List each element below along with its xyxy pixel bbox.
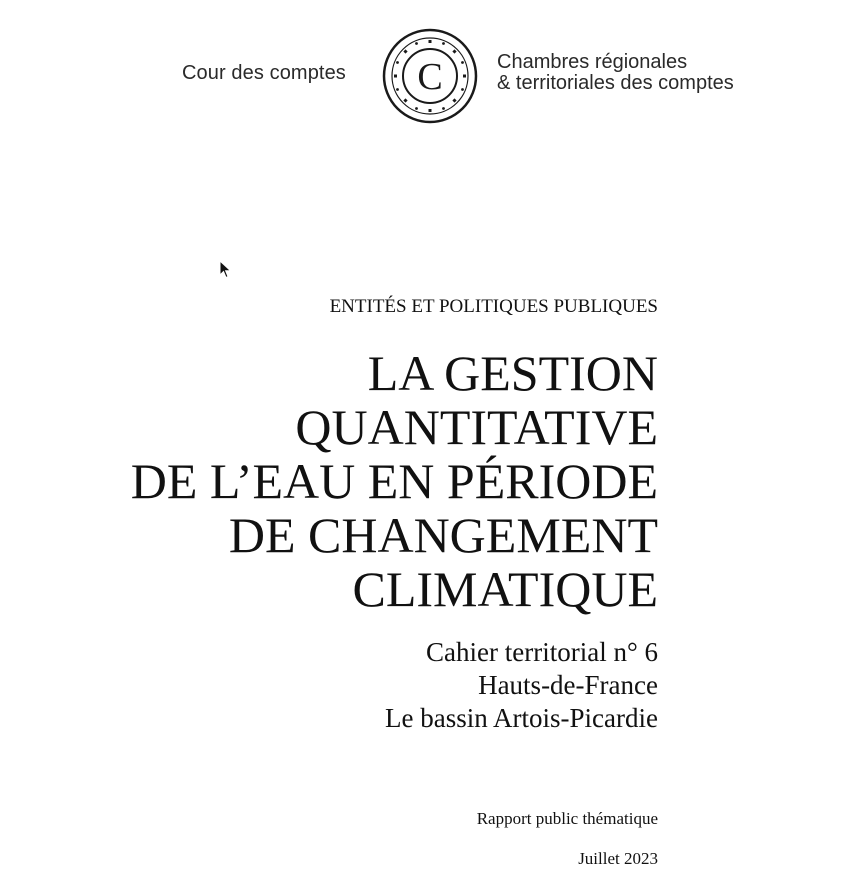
mouse-pointer-icon: [219, 260, 233, 280]
org-right-line1: Chambres régionales: [497, 51, 688, 73]
subtitle-line: Hauts-de-France: [478, 670, 658, 700]
report-subtitle: [38, 636, 658, 735]
chambres-regionales-label: [497, 52, 734, 94]
subtitle-line: Le bassin Artois-Picardie: [385, 703, 658, 733]
report-type: Rapport public thématique: [476, 809, 658, 828]
report-title: [38, 346, 658, 616]
title-line: CLIMATIQUE: [352, 561, 658, 617]
cour-des-comptes-seal-icon: [382, 28, 478, 124]
series-label: ENTITÉS ET POLITIQUES PUBLIQUES: [329, 296, 658, 317]
seal-letter: C: [417, 56, 443, 98]
title-line: DE L’EAU EN PÉRIODE: [130, 453, 658, 509]
title-line: QUANTITATIVE: [295, 399, 658, 455]
title-line: LA GESTION: [367, 345, 658, 401]
report-date: Juillet 2023: [578, 849, 658, 868]
header: [0, 28, 860, 124]
cour-des-comptes-label: Cour des comptes: [182, 62, 346, 84]
org-right-line2: & territoriales des comptes: [497, 72, 734, 94]
subtitle-line: Cahier territorial n° 6: [426, 637, 658, 667]
title-line: DE CHANGEMENT: [228, 507, 658, 563]
